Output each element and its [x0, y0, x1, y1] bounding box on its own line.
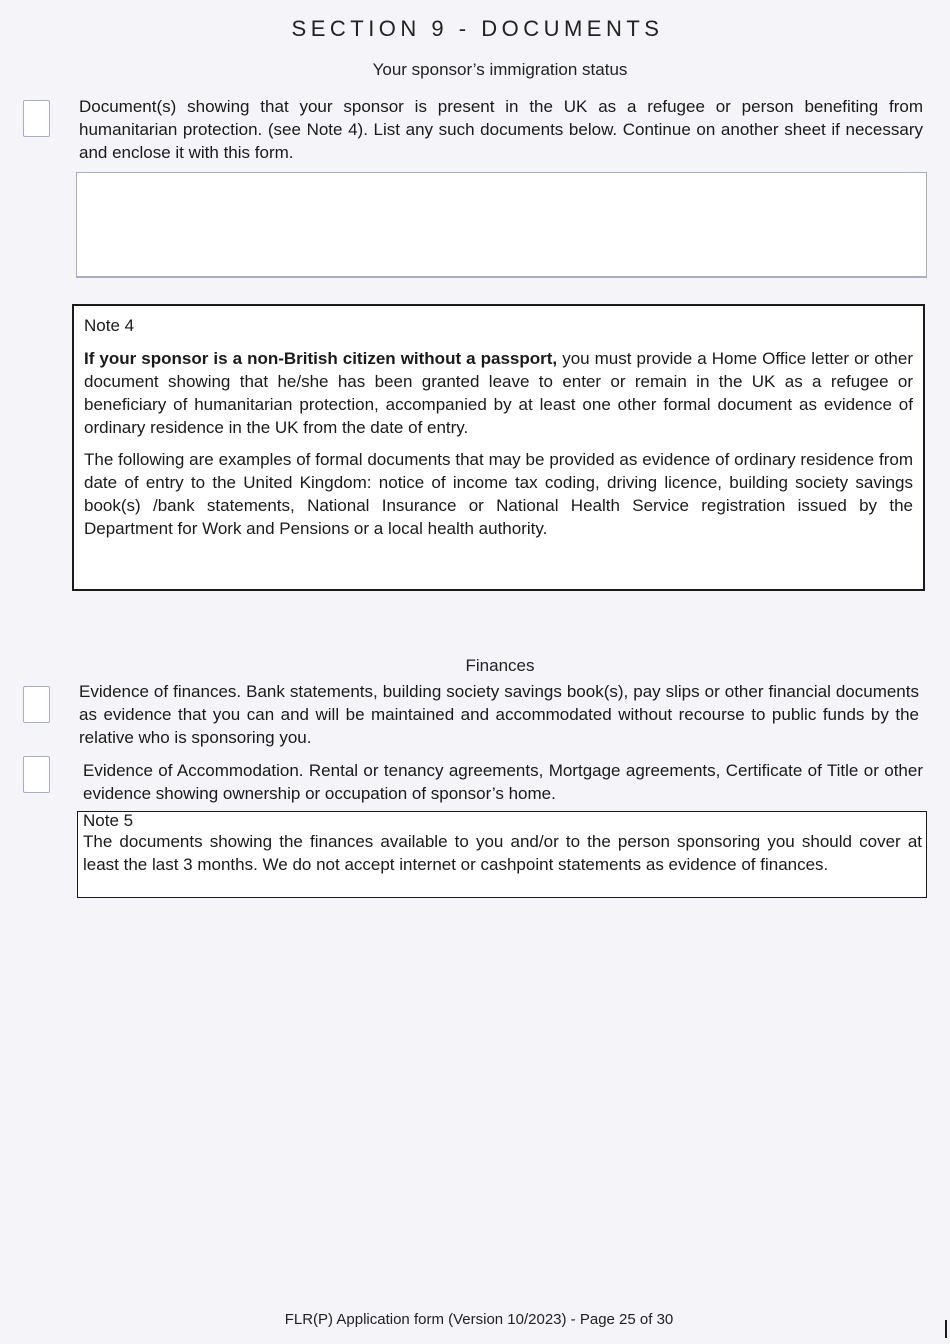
finances-evidence-checkbox[interactable] [23, 686, 50, 723]
note-4-paragraph-1-rest: you must provide a Home Office letter or other document showing that he/she has been granted leave to enter or remain in the UK as a refugee or beneficiary of humanitarian protection, accompanied by at least one other formal document as evidence of ordinary residence in the UK from the date of entry. [84, 349, 913, 437]
page-footer: FLR(P) Application form (Version 10/2023) - Page 25 of 30 [284, 1311, 674, 1328]
accommodation-evidence-checkbox[interactable] [23, 756, 50, 793]
immigration-status-heading: Your sponsor’s immigration status [372, 60, 628, 79]
note-4-paragraph-2: The following are examples of formal documents that may be provided as evidence of ordinary residence from date of entry to the United Kingdom: notice of income tax coding, driving licence, building society savings book(s) /bank statements, National Insurance or National Health Service registration issued by the Department for Work and Pensions or a local health authority. [84, 450, 913, 538]
section-title: SECTION 9 - DOCUMENTS [291, 16, 664, 41]
note-5-title: Note 5 [83, 811, 134, 830]
note-4-box [72, 304, 925, 591]
accommodation-evidence-text: Evidence of Accommodation. Rental or tenancy agreements, Mortgage agreements, Certificate of Title or other evidence showing ownership or occupation of sponsor’s home. [83, 761, 923, 803]
page-edge-mark [945, 1320, 947, 1338]
note-4-bold-lead: If your sponsor is a non-British citizen without a passport, [84, 349, 558, 368]
note-5-text: The documents showing the finances available to you and/or to the person sponsoring you should cover at least the last 3 months. We do not accept internet or cashpoint statements as evidence of finances. [83, 832, 922, 874]
refugee-document-item-text: Document(s) showing that your sponsor is present in the UK as a refugee or person benefiting from humanitarian protection. (see Note 4). List any such documents below. Continue on another sheet if necessary and enclose it with this form. [79, 97, 923, 162]
refugee-document-checkbox[interactable] [23, 100, 50, 137]
finances-heading: Finances [465, 656, 535, 675]
note-5-box [77, 811, 927, 898]
finances-evidence-text: Evidence of finances. Bank statements, building society savings book(s), pay slips or other financial documents as evidence that you can and will be maintained and accommodated without recourse to public funds by the relative who is sponsoring you. [79, 682, 919, 747]
refugee-documents-list-field[interactable] [76, 172, 927, 278]
note-4-paragraph-1 [84, 347, 913, 439]
note-4-title: Note 4 [84, 316, 135, 335]
